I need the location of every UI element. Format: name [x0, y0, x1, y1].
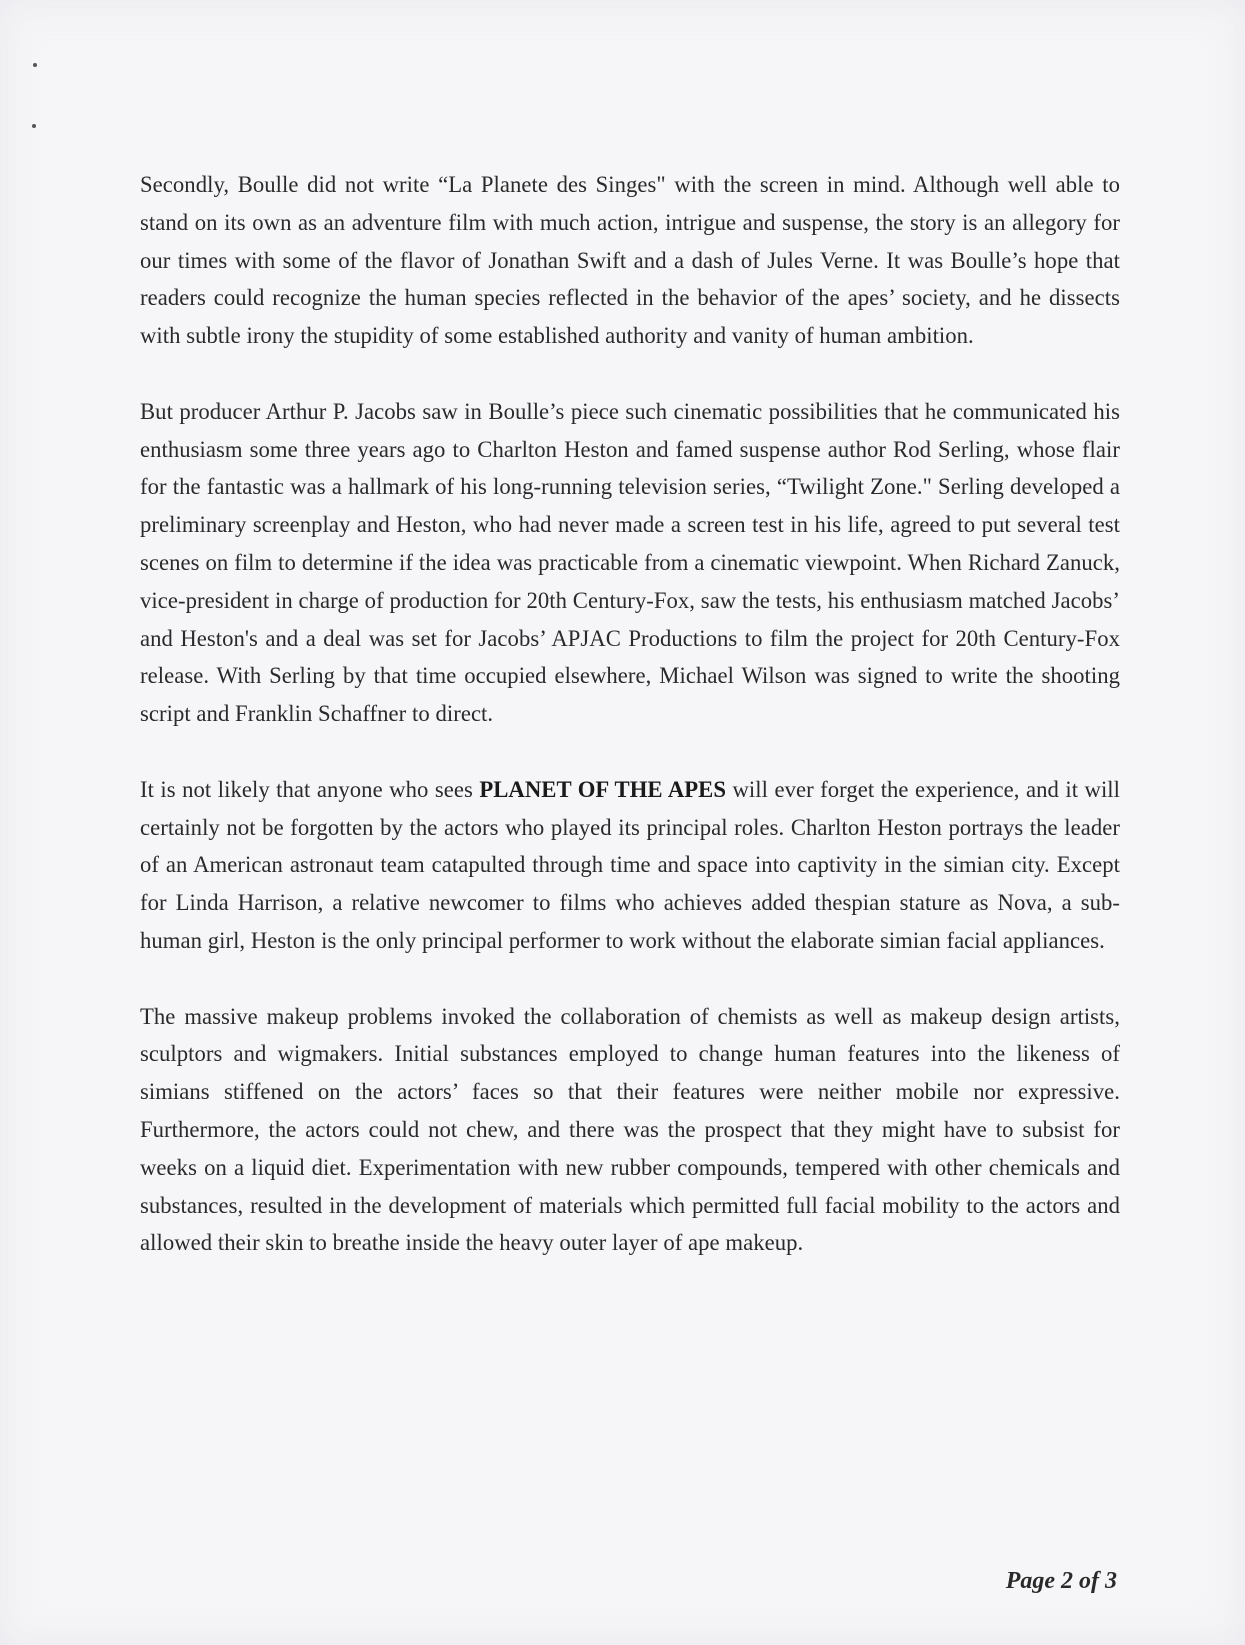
- paragraph-4: The massive makeup problems invoked the collaboration of chemists as well as makeup design artists, sculptors and wigmakers. Initial substances employed to change human features into the likeness of simians stiffened on the actors’ faces so that their features were neither mobile nor expressive. Furthermore, the actors could not chew, and there was the prospect that they might have to subsist for weeks on a liquid diet. Experimentation with new rubber compounds, tempered with other chemicals and substances, resulted in the development of materials which permitted full facial mobility to the actors and allowed their skin to breathe inside the heavy outer layer of ape makeup.: [140, 1003, 1120, 1256]
- page-number: Page 2 of 3: [1005, 1568, 1117, 1594]
- film-title: PLANET OF THE APES: [479, 776, 727, 802]
- scan-speck: [33, 63, 37, 67]
- paragraph-3-before: It is not likely that anyone who sees: [140, 776, 480, 802]
- paragraph-3-after: will ever forget the experience, and it will certainly not be forgotten by the actors who played its principal roles. Charlton Heston portrays the leader of an American astronaut team catapulted through time and space into captivity in the simian city. Except for Linda Harrison, a relative newcomer to films who achieves added thespian stature as Nova, a sub-human girl, Heston is the only principal performer to work without the elaborate simian facial appliances.: [140, 776, 1121, 953]
- paragraph-1: Secondly, Boulle did not write “La Planete des Singes" with the screen in mind. Although well able to stand on its own as an adventure film with much action, intrigue and suspense, the story is an allegory for our times with some of the flavor of Jonathan Swift and a dash of Jules Verne. It was Boulle’s hope that readers could recognize the human species reflected in the behavior of the apes’ society, and he dissects with subtle irony the stupidity of some established authority and vanity of human ambition.: [140, 172, 1120, 349]
- scan-speck: [32, 124, 36, 128]
- paragraph-3: [140, 771, 1120, 960]
- document-body: [140, 166, 1120, 1300]
- paragraph-2: But producer Arthur P. Jacobs saw in Boulle’s piece such cinematic possibilities that he communicated his enthusiasm some three years ago to Charlton Heston and famed suspense author Rod Serling, whose flair for the fantastic was a hallmark of his long-running television series, “Twilight Zone." Serling developed a preliminary screenplay and Heston, who had never made a screen test in his life, agreed to put several test scenes on film to determine if the idea was practicable from a cinematic viewpoint. When Richard Zanuck, vice-president in charge of production for 20th Century-Fox, saw the tests, his enthusiasm matched Jacobs’ and Heston's and a deal was set for Jacobs’ APJAC Productions to film the project for 20th Century-Fox release. With Serling by that time occupied elsewhere, Michael Wilson was signed to write the shooting script and Franklin Schaffner to direct.: [140, 398, 1120, 727]
